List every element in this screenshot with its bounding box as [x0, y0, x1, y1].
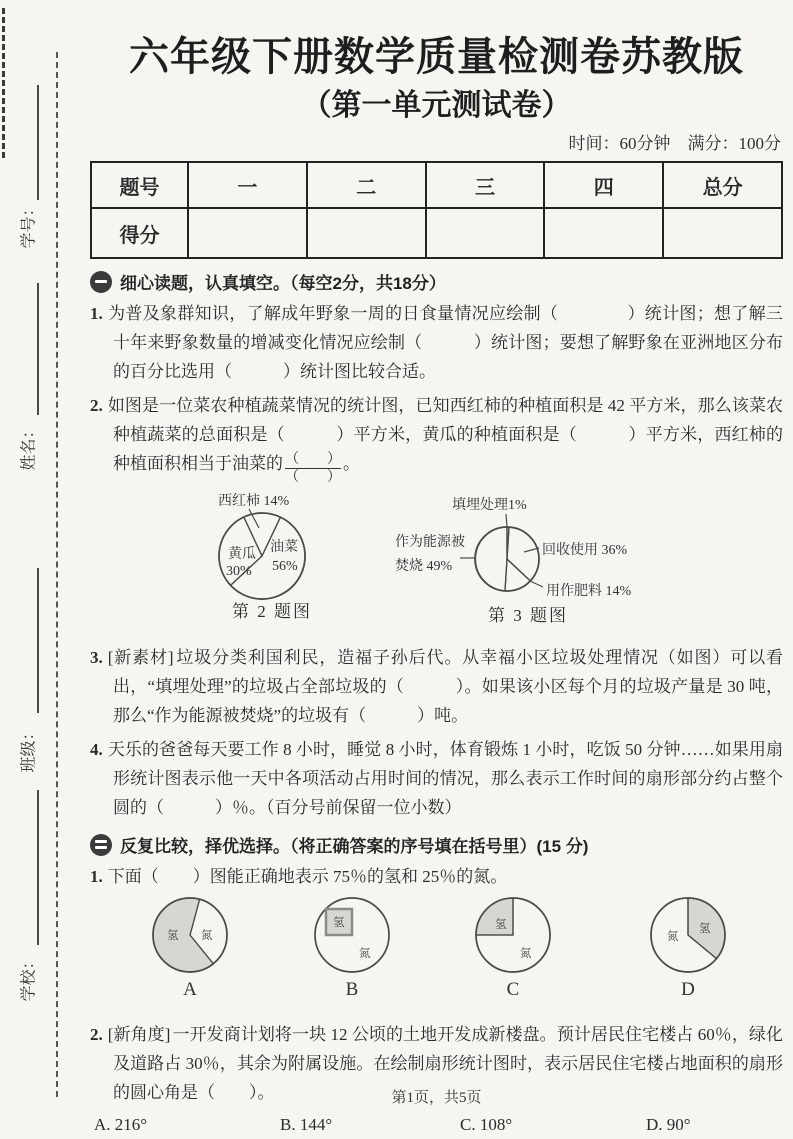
choice-a-pie-svg	[145, 895, 235, 977]
question-3	[90, 643, 783, 730]
option-b: B. 144°	[280, 1115, 333, 1134]
seal-dashed-line	[56, 52, 58, 1097]
choice-c-pie-svg	[468, 895, 558, 977]
page-footer: 第1页，共5页	[391, 1090, 482, 1106]
question-text: 一开发商计划将一块 12 公顷的土地开发成新楼盘。预计居民住宅楼占 60％，绿化及道路占 30％，其余为附属设施。在绘制扇形统计图时，表示居民住宅楼占地面积的扇形的圆心角是（ ）。	[113, 1025, 784, 1102]
label-hydrogen: 氢	[167, 930, 179, 942]
question-number: 4.	[90, 740, 103, 759]
score-empty-cell	[188, 208, 307, 258]
label-nitrogen: 氮	[667, 931, 679, 943]
label-nitrogen: 氮	[520, 948, 532, 960]
fraction-blank	[283, 451, 343, 486]
section-1-title: 细心读题，认真填空。（每空2分，共18分）	[120, 274, 446, 293]
question-text: 垃圾分类利国利民，造福子孙后代。从幸福小区垃圾处理情况（如图）可以看出，“填埋处理”的垃圾占全部垃圾的（ ）。如果该小区每个月的垃圾产量是 30 吨，那么“作为能源被焚烧”的垃圾有（ ）吨。	[113, 648, 784, 725]
choice-letter-c: C	[506, 979, 520, 1000]
label-nitrogen: 氮	[201, 930, 213, 942]
choice-a-pie	[153, 898, 227, 972]
label-nitrogen: 氮	[359, 948, 371, 960]
option-c: C. 108°	[460, 1115, 513, 1134]
label-tomato: 西红柿 14%	[218, 494, 290, 509]
question-1	[90, 299, 783, 386]
fraction-denominator: （ ）	[285, 470, 341, 485]
label-energy-line1: 作为能源被	[395, 535, 465, 550]
label-fertilizer: 用作肥料 14%	[546, 584, 632, 599]
figures-row	[90, 488, 783, 638]
label-hydrogen: 氢	[333, 917, 345, 929]
choice-letter-a: A	[183, 979, 197, 1000]
caption-figure-q3: 第 3 题图	[488, 606, 568, 625]
score-header-cell: 四	[544, 162, 663, 208]
question-text: 为普及象群知识，了解成年野象一周的日食量情况应绘制（ ）统计图；想了解三十年来野象数量的增减变化情况应绘制（ ）统计图；要想了解野象在亚洲地区分布的百分比选用（ ）统计图比较合适。	[107, 304, 783, 381]
question-tag: [新角度]	[107, 1025, 171, 1044]
student-id-label: 学号：	[20, 200, 38, 249]
label-energy-line2: 焚烧 49%	[395, 559, 453, 574]
school-label: 学校：	[20, 953, 38, 1002]
question-tag: [新素材]	[107, 648, 174, 667]
question-text-tail: 。	[343, 454, 360, 473]
leader-landfill	[506, 514, 507, 527]
question-s2-1	[90, 862, 783, 891]
class-label: 班级：	[20, 724, 38, 773]
question-text: 天乐的爸爸每天要工作 8 小时，睡觉 8 小时，体育锻炼 1 小时，吃饭 50 分钟……如果用扇形统计图表示他一天中各项活动占用时间的情况，那么表示工作时间的扇形部分约占整个圆的（ ）％。（百分号前保留一位小数）	[107, 740, 783, 817]
question-number: 3.	[90, 648, 103, 667]
choice-a	[145, 895, 235, 1015]
paper-subtitle: （第一单元测试卷）	[301, 89, 572, 122]
score-header-cell: 总分	[663, 162, 782, 208]
question-number: 1.	[90, 304, 103, 323]
score-header-cell: 三	[426, 162, 545, 208]
section-two-icon	[90, 834, 112, 856]
choice-letter-b: B	[345, 979, 359, 1000]
label-recycle: 回收使用 36%	[542, 543, 628, 558]
section-2-header	[90, 832, 783, 857]
q3-pie-chart	[475, 527, 539, 591]
choice-d	[643, 895, 733, 1015]
choice-d-pie-svg	[643, 895, 733, 977]
option-a: A. 216°	[94, 1115, 148, 1134]
label-landfill: 填埋处理1%	[452, 498, 527, 513]
student-id-blank-line	[37, 85, 39, 200]
question-number: 1.	[90, 867, 103, 886]
choice-c-pie	[476, 898, 550, 972]
name-label: 姓名：	[20, 422, 38, 471]
fraction-numerator: （ ）	[285, 452, 341, 467]
question-number: 2.	[90, 396, 103, 415]
label-cucumber: 黄瓜	[228, 547, 256, 562]
option-d: D. 90°	[646, 1115, 691, 1134]
score-header-cell: 二	[307, 162, 426, 208]
label-rape-pct: 56%	[272, 559, 298, 574]
score-empty-cell	[544, 208, 663, 258]
choice-pies-row	[90, 895, 783, 1015]
question-4	[90, 735, 783, 822]
score-empty-cell	[663, 208, 782, 258]
leader-recycle	[524, 548, 539, 552]
answer-options-row	[90, 1111, 783, 1139]
school-blank-line	[37, 790, 39, 945]
question-number: 2.	[90, 1025, 103, 1044]
label-hydrogen: 氢	[699, 923, 711, 935]
choice-letter-d: D	[681, 979, 695, 1000]
class-blank-line	[37, 568, 39, 713]
choice-b-pie-svg	[307, 895, 397, 977]
choice-c	[468, 895, 558, 1015]
section-2-title: 反复比较，择优选择。（将正确答案的序号填在括号里）(15 分)	[120, 837, 589, 856]
label-cucumber-pct: 30%	[226, 564, 252, 579]
figure-q3-pie	[390, 488, 700, 638]
caption-figure-q2: 第 2 题图	[232, 602, 312, 621]
score-table-body-row	[91, 208, 782, 258]
question-text: 如图是一位菜农种植蔬菜情况的统计图，已知西红柿的种植面积是 42 平方米，那么该菜农种植蔬菜的总面积是（ ）平方米，黄瓜的种植面积是（ ）平方米，西红柿的种植面积相当于油菜的	[107, 396, 783, 473]
score-table-header-row	[91, 162, 782, 208]
paper-content	[90, 0, 783, 1139]
score-header-cell: 题号	[91, 162, 188, 208]
score-header-cell: 一	[188, 162, 307, 208]
question-2	[90, 391, 783, 486]
section-1-header	[90, 269, 783, 294]
label-rape: 油菜	[270, 540, 298, 555]
score-empty-cell	[426, 208, 545, 258]
score-empty-cell	[307, 208, 426, 258]
leader-fertilizer	[530, 581, 543, 587]
label-hydrogen: 氢	[495, 919, 507, 931]
section-one-icon	[90, 271, 112, 293]
binding-marks	[2, 8, 5, 158]
time-score-meta: 时间：60分钟 满分：100分	[568, 134, 781, 153]
choice-b	[307, 895, 397, 1015]
question-text: 下面（ ）图能正确地表示 75％的氢和 25％的氮。	[107, 867, 508, 886]
leader-tomato	[249, 509, 259, 528]
name-blank-line	[37, 283, 39, 415]
choice-d-pie	[651, 898, 725, 972]
score-table	[90, 161, 783, 259]
paper-title: 六年级下册数学质量检测卷苏教版	[129, 34, 744, 79]
score-row-label: 得分	[91, 208, 188, 258]
